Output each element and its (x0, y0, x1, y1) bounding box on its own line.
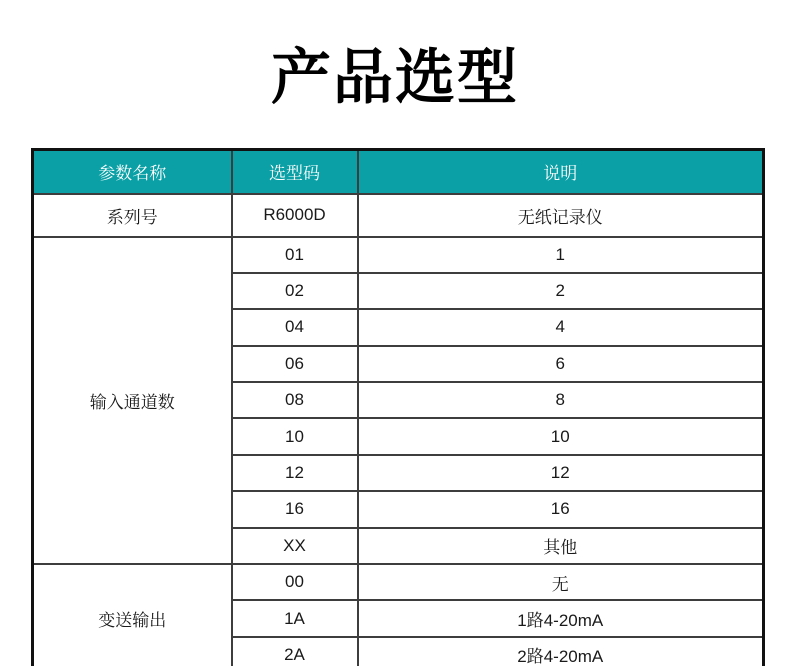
page-title: 产品选型 (271, 44, 519, 111)
desc-cell: 6 (358, 346, 764, 382)
code-cell: 2A (232, 637, 358, 666)
code-cell: 10 (232, 418, 358, 454)
code-cell: 12 (232, 455, 358, 491)
desc-cell: 无纸记录仪 (358, 194, 764, 237)
code-cell: 16 (232, 491, 358, 527)
product-selection-table (31, 148, 765, 666)
code-cell: 01 (232, 237, 358, 273)
table-row (33, 237, 764, 273)
desc-cell: 4 (358, 309, 764, 345)
code-cell: 1A (232, 600, 358, 636)
desc-cell: 8 (358, 382, 764, 418)
code-cell: 06 (232, 346, 358, 382)
column-header-description: 说明 (358, 150, 764, 194)
desc-cell: 12 (358, 455, 764, 491)
param-name-cell: 系列号 (33, 194, 232, 237)
code-cell: 00 (232, 564, 358, 600)
desc-cell: 无 (358, 564, 764, 600)
desc-cell: 其他 (358, 528, 764, 564)
param-name-cell: 输入通道数 (33, 237, 232, 565)
column-header-param-name: 参数名称 (33, 150, 232, 194)
table-header-row (33, 150, 764, 194)
column-header-code: 选型码 (232, 150, 358, 194)
code-cell: 02 (232, 273, 358, 309)
desc-cell: 2路4-20mA (358, 637, 764, 666)
code-cell: 04 (232, 309, 358, 345)
desc-cell: 10 (358, 418, 764, 454)
table-row (33, 564, 764, 600)
code-cell: R6000D (232, 194, 358, 237)
desc-cell: 2 (358, 273, 764, 309)
desc-cell: 1 (358, 237, 764, 273)
code-cell: XX (232, 528, 358, 564)
code-cell: 08 (232, 382, 358, 418)
table-row (33, 194, 764, 237)
desc-cell: 16 (358, 491, 764, 527)
desc-cell: 1路4-20mA (358, 600, 764, 636)
param-name-cell: 变送输出 (33, 564, 232, 666)
